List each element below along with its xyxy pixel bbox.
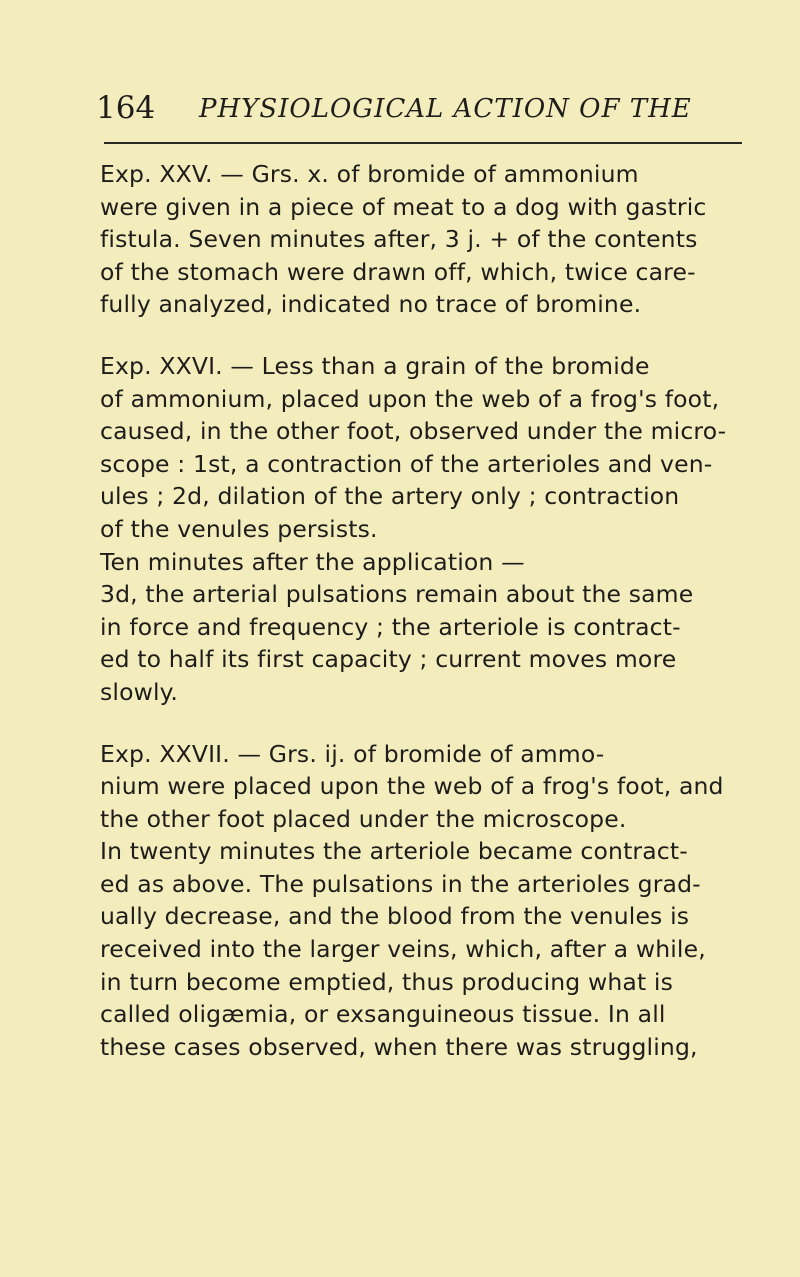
text-line: these cases observed, when there was struggling, [100, 1032, 698, 1061]
text-line: nium were placed upon the web of a frog's foot, and [100, 772, 724, 801]
paragraph-exp-xxvi [100, 350, 745, 709]
text-line: of the stomach were drawn off, which, twice care- [100, 257, 696, 286]
text-line: ually decrease, and the blood from the venules is [100, 902, 690, 931]
text-line: caused, in the other foot, observed under the micro- [100, 417, 727, 446]
text-line: called oligæmia, or exsanguineous tissue. In all [100, 1000, 666, 1029]
text-line: of ammonium, placed upon the web of a frog's foot, [100, 384, 720, 413]
text-line: ed as above. The pulsations in the arterioles grad- [100, 869, 701, 898]
text-line: slowly. [100, 677, 178, 706]
text-line: ules ; 2d, dilation of the artery only ; contraction [100, 482, 680, 511]
running-title: PHYSIOLOGICAL ACTION OF THE [199, 94, 692, 124]
text-line: ed to half its first capacity ; current moves more [100, 645, 677, 674]
text-line: of the venules persists. [100, 514, 378, 543]
paragraph-gap [100, 321, 745, 350]
paragraph-exp-xxv [100, 158, 745, 321]
page-number: 164 [96, 90, 156, 126]
text-line: Exp. XXVI. — Less than a grain of the bromide [100, 351, 650, 380]
text-line: Ten minutes after the application — [100, 547, 525, 576]
text-line: the other foot placed under the microscope. [100, 804, 627, 833]
page-header [96, 88, 736, 128]
body-text [100, 158, 745, 1063]
header-rule [104, 142, 742, 144]
text-line: in turn become emptied, thus producing what is [100, 967, 673, 996]
text-line: in force and frequency ; the arteriole is contract- [100, 612, 681, 641]
text-line: 3d, the arterial pulsations remain about the same [100, 580, 694, 609]
paragraph-exp-xxvii [100, 738, 745, 1064]
text-line: Exp. XXVII. — Grs. ij. of bromide of ammo- [100, 739, 605, 768]
paragraph-gap [100, 709, 745, 738]
text-line: In twenty minutes the arteriole became contract- [100, 837, 688, 866]
text-line: fully analyzed, indicated no trace of bromine. [100, 290, 642, 319]
text-line: were given in a piece of meat to a dog with gastric [100, 192, 707, 221]
text-line: Exp. XXV. — Grs. x. of bromide of ammonium [100, 160, 639, 188]
text-line: received into the larger veins, which, after a while, [100, 935, 706, 964]
text-line: fistula. Seven minutes after, 3 j. + of the contents [100, 225, 698, 254]
text-line: scope : 1st, a contraction of the arterioles and ven- [100, 449, 713, 478]
